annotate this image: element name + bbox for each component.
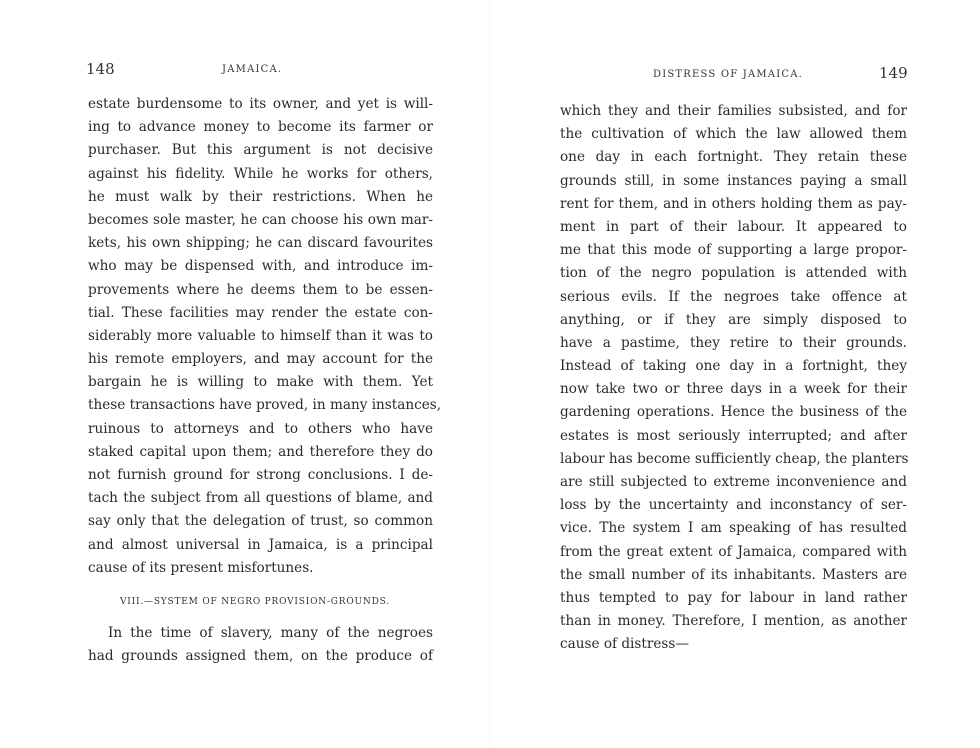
text-line: staked capital upon them; and therefore they do — [88, 443, 433, 460]
text-line: had grounds assigned them, on the produce of — [88, 648, 433, 665]
left-paragraph — [88, 93, 442, 580]
right-page — [490, 0, 980, 748]
text-line: have a pastime, they retire to their grounds. — [560, 334, 907, 351]
text-line: he must walk by their restrictions. When he — [88, 188, 433, 205]
text-line: me that this mode of supporting a large propor- — [560, 242, 907, 259]
running-head-right: DISTRESS OF JAMAICA. — [653, 69, 804, 80]
right-paragraph — [560, 100, 907, 657]
text-line: becomes sole master, he can choose his own mar- — [88, 211, 433, 228]
text-line: anything, or if they are simply disposed to — [560, 311, 907, 328]
text-line: which they and their families subsisted, and for — [560, 103, 907, 119]
text-line: the cultivation of which the law allowed them — [560, 126, 907, 143]
text-line: kets, his own shipping; he can discard favourites — [88, 235, 433, 252]
text-line: In the time of slavery, many of the negroes — [108, 624, 433, 641]
text-line: tach the subject from all questions of blame, and — [88, 490, 433, 507]
left-paragraph-new-section — [88, 622, 433, 668]
text-line: ment in part of their labour. It appeared to — [560, 218, 907, 235]
text-line: tion of the negro population is attended with — [560, 265, 907, 282]
text-line: rent for them, and in others holding them as pay- — [560, 195, 907, 212]
text-line: labour has become sufficiently cheap, the planters — [560, 450, 909, 467]
text-line: thus tempted to pay for labour in land rather — [560, 589, 907, 606]
left-text-block — [88, 93, 442, 668]
text-line: tial. These facilities may render the estate con- — [88, 304, 433, 321]
text-line: who may be dispensed with, and introduce im- — [88, 258, 433, 275]
text-line: say only that the delegation of trust, so common — [88, 513, 433, 530]
text-line: against his fidelity. While he works for others, — [88, 165, 433, 182]
text-line: estate burdensome to its owner, and yet is will- — [88, 96, 433, 112]
text-line: and almost universal in Jamaica, is a principal — [88, 536, 433, 553]
page-number-right: 149 — [879, 64, 908, 82]
section-heading: VIII.—SYSTEM OF NEGRO PROVISION-GROUNDS. — [120, 596, 390, 607]
text-line: from the great extent of Jamaica, compared with — [560, 543, 907, 560]
text-line: now take two or three days in a week for their — [560, 381, 907, 398]
text-line: gardening operations. Hence the business of the — [560, 404, 907, 421]
text-line: siderably more valuable to himself than it was to — [88, 327, 433, 344]
page-number-left: 148 — [86, 60, 115, 78]
text-line: are still subjected to extreme inconvenience and — [560, 474, 907, 490]
text-line: loss by the uncertainty and inconstancy of ser- — [560, 497, 907, 514]
text-line: his remote employers, and may account for the — [88, 351, 433, 368]
text-line: not furnish ground for strong conclusions. I de- — [88, 467, 433, 483]
text-line: purchaser. But this argument is not decisive — [88, 142, 433, 159]
text-line: serious evils. If the negroes take offence at — [560, 288, 907, 305]
text-line: ruinous to attorneys and to others who have — [88, 420, 433, 437]
text-line: cause of its present misfortunes. — [88, 559, 314, 576]
text-line: vice. The system I am speaking of has resulted — [560, 520, 907, 537]
text-line: ing to advance money to become its farmer or — [88, 119, 433, 136]
text-line: one day in each fortnight. They retain these — [560, 149, 907, 166]
text-line: provements where he deems them to be essen- — [88, 281, 433, 298]
text-line: cause of distress— — [560, 636, 689, 653]
text-line: estates is most seriously interrupted; and after — [560, 427, 907, 444]
text-line: than in money. Therefore, I mention, as another — [560, 613, 907, 630]
text-line: grounds still, in some instances paying a small — [560, 172, 907, 189]
text-line: bargain he is willing to make with them. Yet — [88, 374, 433, 391]
running-head-left: JAMAICA. — [222, 64, 283, 75]
text-line: Instead of taking one day in a fortnight, they — [560, 358, 907, 375]
text-line: these transactions have proved, in many instances, — [88, 397, 442, 414]
right-text-block — [560, 100, 907, 657]
text-line: the small number of its inhabitants. Masters are — [560, 566, 907, 583]
